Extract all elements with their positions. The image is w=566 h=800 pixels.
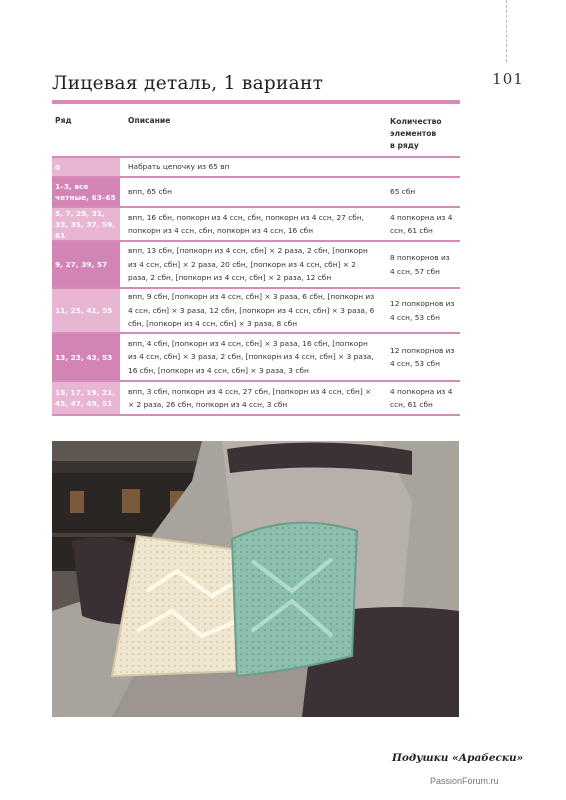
pattern-table bbox=[52, 112, 460, 416]
description-cell: Набрать цепочку из 65 вп bbox=[128, 162, 230, 172]
page-number: 101 bbox=[492, 70, 524, 88]
description-cell: впп, 16 сбн, попкорн из 4 ссн, сбн, попкорн из 4 ссн, 27 сбн, попкорн из 4 ссн, сбн, попкорн из 4 ссн, 16 сбн bbox=[128, 212, 365, 235]
row-number-cell: 0 bbox=[52, 158, 120, 176]
table-row bbox=[52, 289, 460, 334]
description-cell: впп, 3 сбн, попкорн из 4 ссн, 27 сбн, [попкорн из 4 ссн, сбн] × × 2 раза, 26 сбн, попкорн из 4 ссн, 3 сбн bbox=[128, 386, 372, 409]
row-number-cell: 9, 27, 39, 57 bbox=[52, 242, 120, 287]
header-count bbox=[390, 116, 442, 152]
count-cell: 4 попкорна из 4 ссн, 61 сбн bbox=[390, 386, 453, 409]
row-number-cell: 5, 7, 29, 31, 33, 35, 37, 59, 61 bbox=[52, 208, 120, 240]
row-number-cell: 1–3, все четные, 63–65 bbox=[52, 178, 120, 206]
row-number-cell: 13, 23, 43, 53 bbox=[52, 334, 120, 380]
count-cell bbox=[384, 158, 460, 176]
page-edge-dashed-line bbox=[506, 0, 507, 62]
table-row bbox=[52, 242, 460, 289]
pillows-on-armchair-image bbox=[52, 441, 459, 717]
count-cell: 65 сбн bbox=[390, 187, 416, 197]
header-count-line-2: элементов bbox=[390, 129, 437, 138]
count-cell: 12 попкорнов из 4 ссн, 53 сбн bbox=[390, 299, 455, 322]
count-cell: 4 попкорна из 4 ссн, 61 сбн bbox=[390, 212, 453, 235]
header-count-line-1: Количество bbox=[390, 117, 442, 126]
watermark: PassionForum.ru bbox=[430, 776, 499, 786]
row-number-cell: 15, 17, 19, 21, 45, 47, 49, 51 bbox=[52, 382, 120, 414]
description-cell: впп, 4 сбн, [попкорн из 4 ссн, сбн] × 3 раза, 16 сбн, [попкорн из 4 ссн, сбн] × 3 раза, 2 сбн, [попкорн из 4 ссн, сбн] × 3 раза, 16 сбн, [попкорн из 4 ссн, сбн] × 3 раза, 3 сбн bbox=[128, 338, 374, 375]
table-row bbox=[52, 178, 460, 208]
count-cell: 12 попкорнов из 4 ссн, 53 сбн bbox=[390, 345, 455, 368]
table-row bbox=[52, 382, 460, 416]
description-cell: впп, 65 сбн bbox=[128, 187, 172, 197]
footer-project-title: Подушки «Арабески» bbox=[392, 752, 524, 764]
header-description: Описание bbox=[128, 116, 171, 125]
table-header bbox=[52, 112, 460, 158]
table-row bbox=[52, 158, 460, 178]
header-row: Ряд bbox=[55, 116, 72, 125]
description-cell: впп, 13 сбн, [попкорн из 4 ссн, сбн] × 2 раза, 2 сбн, [попкорн из 4 ссн, сбн] × 2 раза, 20 сбн, [попкорн из 4 ссн, сбн] × 2 раза, 2 сбн, [попкорн из 4 ссн, сбн] × 2 раза, 12 сбн bbox=[128, 246, 368, 283]
count-cell: 8 попкорнов из 4 ссн, 57 сбн bbox=[390, 253, 450, 276]
description-cell: впп, 9 сбн, [попкорн из 4 ссн, сбн] × 3 раза, 6 сбн, [попкорн из 4 ссн, сбн] × 3 раза, 12 сбн, [попкорн из 4 ссн, сбн] × 3 раза, 6 сбн, [попкорн из 4 ссн, сбн] × 3 раза, 8 сбн bbox=[128, 292, 375, 329]
pillows-photo bbox=[52, 441, 459, 717]
row-number-cell: 11, 25, 41, 55 bbox=[52, 289, 120, 332]
header-count-line-3: в ряду bbox=[390, 141, 419, 150]
table-row bbox=[52, 208, 460, 242]
table-row bbox=[52, 334, 460, 382]
title-underline bbox=[52, 100, 460, 104]
section-title: Лицевая деталь, 1 вариант bbox=[52, 73, 324, 94]
